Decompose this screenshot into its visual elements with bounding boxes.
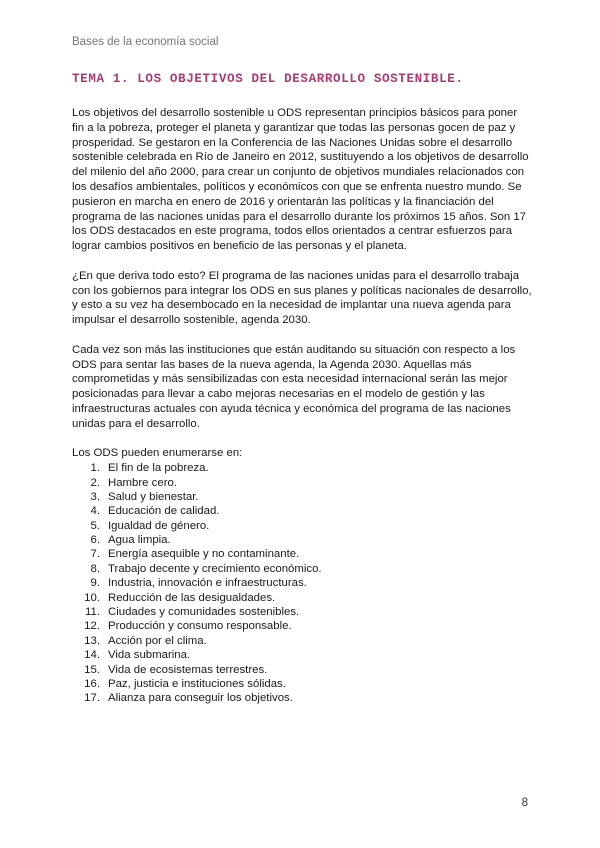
list-item-number: 11. bbox=[85, 606, 100, 619]
list-item-number: 9. bbox=[90, 577, 100, 590]
list-item-number: 15. bbox=[84, 663, 100, 676]
running-header: Bases de la economía social bbox=[72, 36, 219, 48]
list-item bbox=[72, 648, 532, 662]
list-item bbox=[72, 562, 532, 576]
list-item-text: Agua limpia. bbox=[108, 534, 171, 547]
ods-list bbox=[72, 461, 532, 706]
list-item-text: Salud y bienestar. bbox=[108, 490, 199, 503]
list-item-number: 5. bbox=[90, 519, 100, 532]
list-item-text: Energía asequible y no contaminante. bbox=[108, 548, 300, 561]
list-item-text: Reducción de las desigualdades. bbox=[108, 591, 276, 604]
list-item-text: Industria, innovación e infraestructuras. bbox=[108, 577, 307, 590]
list-item bbox=[72, 634, 532, 648]
page-number: 8 bbox=[521, 797, 528, 809]
paragraph-question: ¿En que deriva todo esto? El programa de las naciones unidas para el desarrollo trabaja con los gobiernos para integrar los ODS en sus planes y políticas nacionales de desarrollo, y esto a su vez ha desembocado en la necesidad de implantar una nueva agenda para impulsar el desarrollo sostenible, agenda 2030. bbox=[72, 269, 532, 327]
list-item bbox=[72, 533, 532, 547]
list-item bbox=[72, 490, 532, 504]
paragraph-institutions: Cada vez son más las instituciones que están auditando su situación con respecto a los ODS para sentar las bases de la nueva agenda, la Agenda 2030. Aquellas más comprometidas y más sensibilizadas con esta necesidad internacional serán las mejor posicionadas para llevar a cabo mejoras necesarias en el modelo de gestión y las infraestructuras actuales con ayuda técnica y económica del programa de las naciones unidas para el desarrollo. bbox=[72, 343, 516, 430]
list-item-text: Trabajo decente y crecimiento económico. bbox=[108, 562, 322, 575]
list-item bbox=[72, 691, 532, 705]
list-item bbox=[72, 519, 532, 533]
list-item bbox=[72, 476, 532, 490]
list-item-text: Igualdad de género. bbox=[108, 519, 210, 532]
document-body bbox=[72, 106, 532, 706]
list-item-number: 10. bbox=[84, 591, 100, 604]
list-item bbox=[72, 504, 532, 518]
paragraph-intro: Los objetivos del desarrollo sostenible u ODS representan principios básicos para poner fin a la pobreza, proteger el planeta y garantizar que todas las personas gocen de paz y prosperidad. Se gestaron en la Conferencia de las Naciones Unidas sobre el desarrollo sostenible celebrada en Río de Janeiro en 2012, sustituyendo a los objetivos de desarrollo del milenio del año 2000, para crear un conjunto de objetivos mundiales relacionados con los desafíos ambientales, políticos y económicos con que se enfrenta nuestro mundo. Se pusieron en marcha en enero de 2016 y orientarán las políticas y la financiación del programa de las naciones unidas para el desarrollo durante los próximos 15 años. Son 17 los ODS destacados en este programa, todos ellos orientados a centrar esfuerzos para lograr cambios positivos en beneficio de las personas y el planeta. bbox=[72, 107, 529, 253]
list-item-number: 14. bbox=[84, 649, 100, 662]
list-item bbox=[72, 619, 532, 633]
list-item-text: Hambre cero. bbox=[108, 476, 178, 489]
list-item bbox=[72, 663, 532, 677]
list-item-number: 13. bbox=[84, 634, 100, 647]
list-item-number: 3. bbox=[90, 490, 100, 503]
list-item-number: 7. bbox=[90, 548, 100, 561]
list-item bbox=[72, 547, 532, 561]
list-item-number: 2. bbox=[90, 476, 100, 489]
list-item-number: 12. bbox=[84, 620, 100, 633]
list-item-number: 6. bbox=[90, 534, 100, 547]
list-item-text: Acción por el clima. bbox=[108, 634, 207, 647]
list-item bbox=[72, 591, 532, 605]
list-item bbox=[72, 461, 532, 475]
list-item-number: 1. bbox=[90, 462, 100, 475]
list-item-number: 8. bbox=[90, 562, 100, 575]
list-item bbox=[72, 576, 532, 590]
list-item-number: 17. bbox=[84, 692, 100, 705]
list-item-text: Educación de calidad. bbox=[108, 505, 220, 518]
list-item-text: Paz, justicia e instituciones sólidas. bbox=[108, 677, 286, 690]
section-title: TEMA 1. LOS OBJETIVOS DEL DESARROLLO SOSTENIBLE. bbox=[72, 72, 464, 86]
list-item-number: 16. bbox=[84, 677, 100, 690]
list-item-text: Vida de ecosistemas terrestres. bbox=[108, 663, 268, 676]
list-item-text: Ciudades y comunidades sostenibles. bbox=[108, 606, 300, 619]
list-item-text: Alianza para conseguir los objetivos. bbox=[108, 692, 293, 705]
list-item bbox=[72, 677, 532, 691]
list-item-text: Producción y consumo responsable. bbox=[108, 620, 292, 633]
list-item-text: Vida submarina. bbox=[108, 649, 191, 662]
list-intro: Los ODS pueden enumerarse en: bbox=[72, 447, 243, 460]
list-item-number: 4. bbox=[90, 505, 100, 518]
list-item bbox=[72, 605, 532, 619]
list-item-text: El fin de la pobreza. bbox=[108, 462, 209, 475]
